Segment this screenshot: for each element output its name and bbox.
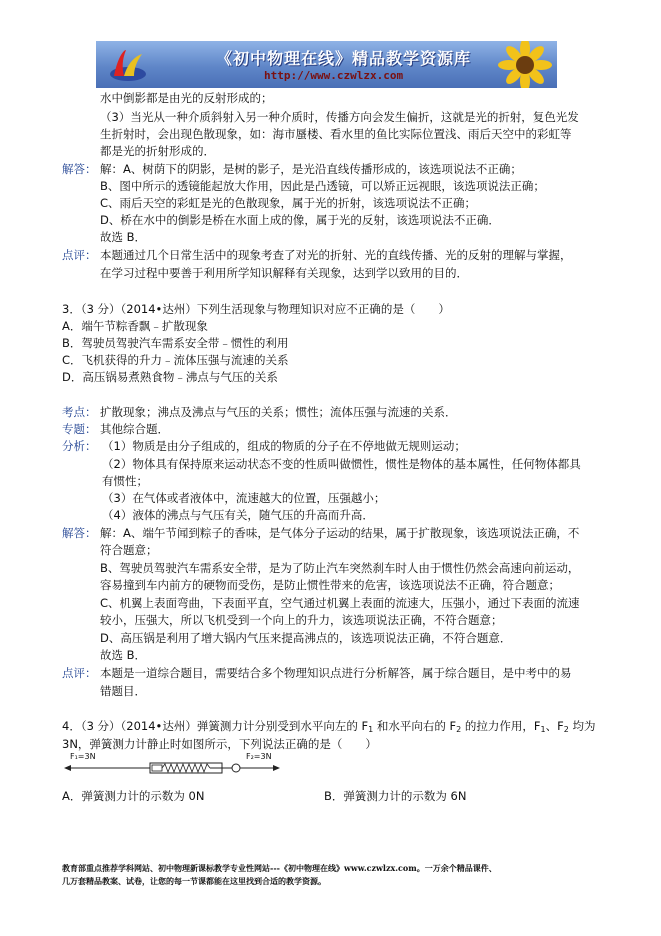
figure-label-f1: F₁=3N: [70, 752, 96, 761]
fenxi-line: （4）液体的沸点与气压有关，随气压的升高而升高．: [102, 508, 374, 522]
jieda-line: 解：A、端午节闻到粽子的香味，是气体分子运动的结果，属于扩散现象，该选项说法正确，不: [100, 526, 580, 540]
answer-line: C、雨后天空的彩虹是光的色散现象，属于光的折射，该选项说法不正确；: [100, 196, 477, 210]
kaodian-label: 考点：: [62, 405, 97, 419]
zhuanti-label: 专题：: [62, 422, 97, 436]
question-4-option-b: B．弹簧测力计的示数为 6N: [324, 789, 467, 803]
jieda-choice: 故选 B．: [100, 648, 147, 662]
question-4-option-a: A．弹簧测力计的示数为 0N: [62, 789, 205, 803]
site-logo-icon: [108, 46, 148, 84]
question-3-stem: 3．（3 分）（2014•达州）下列生活现象与物理知识对应不正确的是（ ）: [62, 302, 450, 316]
comment-line: 在学习过程中要善于利用所学知识解释有关现象，达到学以致用的目的．: [100, 266, 468, 280]
jieda-label: 解答：: [62, 526, 97, 540]
spring-scale-figure: [62, 754, 282, 780]
analysis-line: 水中倒影都是由光的反射形成的；: [100, 91, 273, 105]
dianping-label: 点评：: [62, 666, 97, 680]
dianping-line: 本题是一道综合题目，需要结合多个物理知识点进行分析解答，属于综合题目，是中考中的易: [100, 666, 572, 680]
analysis-line: 生折射时，会出现色散现象，如：海市蜃楼、看水里的鱼比实际位置浅、雨后天空中的彩虹等: [100, 127, 572, 141]
jieda-line: C、机翼上表面弯曲，下表面平直，空气通过机翼上表面的流速大，压强小，通过下表面的流速: [100, 596, 580, 610]
question-3-option-d: D．高压锅易煮熟食物﹣沸点与气压的关系: [62, 370, 278, 384]
answer-label: 解答：: [62, 162, 97, 176]
fenxi-line: （3）在气体或者液体中，流速越大的位置，压强越小；: [102, 491, 386, 505]
comment-label: 点评：: [62, 248, 97, 262]
figure-label-f2: F₂=3N: [246, 752, 272, 761]
answer-line: B、图中所示的透镜能起放大作用，因此是凸透镜，可以矫正远视眼，该选项说法正确；: [100, 179, 545, 193]
answer-choice: 故选 B．: [100, 230, 147, 244]
question-3-option-b: B．驾驶员驾驶汽车需系安全带﹣惯性的利用: [62, 336, 289, 350]
jieda-line: D、高压锅是利用了增大锅内气压来提高沸点的，该选项说法正确，不符合题意．: [100, 631, 512, 645]
question-3-option-a: A．端午节粽香飘﹣扩散现象: [62, 319, 208, 333]
fenxi-line: 有惯性；: [102, 474, 148, 488]
header-banner: [96, 41, 557, 88]
page-footer: [62, 862, 622, 888]
jieda-line: 容易撞到车内前方的硬物而受伤，是防止惯性带来的危害，该选项说法不正确，符合题意；: [100, 578, 560, 592]
fenxi-line: （1）物质是由分子组成的，组成的物质的分子在不停地做无规则运动；: [102, 439, 466, 453]
jieda-line: 较小，压强大，所以飞机受到一个向上的升力，该选项说法正确，不符合题意；: [100, 613, 503, 627]
question-4-stem-line2: 3N，弹簧测力计静止时如图所示，下列说法正确的是（ ）: [62, 737, 377, 751]
zhuanti-text: 其他综合题．: [100, 422, 169, 436]
footer-line: 教育部重点推荐学科网站、初中物理新课标教学专业性网站---《初中物理在线》www.czwlzx.com。一万余个精品课件、: [62, 863, 497, 873]
footer-line: 几万套精品教案、试卷，让您的每一节课都能在这里找到合适的教学资源。: [62, 876, 326, 886]
question-3-option-c: C．飞机获得的升力﹣流体压强与流速的关系: [62, 353, 289, 367]
kaodian-text: 扩散现象；沸点及沸点与气压的关系；惯性；流体压强与流速的关系．: [100, 405, 457, 419]
jieda-line: B、驾驶员驾驶汽车需系安全带，是为了防止汽车突然刹车时人由于惯性仍然会高速向前运动，: [100, 561, 580, 575]
answer-line: 解：A、树荫下的阴影，是树的影子，是光沿直线传播形成的，该选项说法不正确；: [100, 162, 522, 176]
fenxi-label: 分析：: [62, 439, 97, 453]
jieda-line: 符合题意；: [100, 543, 158, 557]
analysis-line: （3）当光从一种介质斜射入另一种介质时，传播方向会发生偏折，这就是光的折射，复色光发: [100, 110, 579, 124]
analysis-line: 都是光的折射形成的．: [100, 144, 215, 158]
question-4-stem: 4．（3 分）（2014•达州）弹簧测力计分别受到水平向左的 $F_1$ 和水平向右的 $F_2$ 的拉力作用，$F_1$、$F_2$ 均为: [62, 719, 596, 734]
answer-line: D、桥在水中的倒影是桥在水面上成的像，属于光的反射，该选项说法不正确．: [100, 213, 500, 227]
comment-line: 本题通过几个日常生活中的现象考查了对光的折射、光的直线传播、光的反射的理解与掌握，: [100, 248, 572, 262]
banner-url: http://www.czwlzx.com: [264, 69, 404, 82]
sunflower-icon: [485, 41, 555, 88]
fenxi-line: （2）物体具有保持原来运动状态不变的性质叫做惯性，惯性是物体的基本属性，任何物体都具: [102, 457, 581, 471]
dianping-line: 错题目．: [100, 684, 146, 698]
banner-title: 《初中物理在线》精品教学资源库: [216, 49, 472, 68]
